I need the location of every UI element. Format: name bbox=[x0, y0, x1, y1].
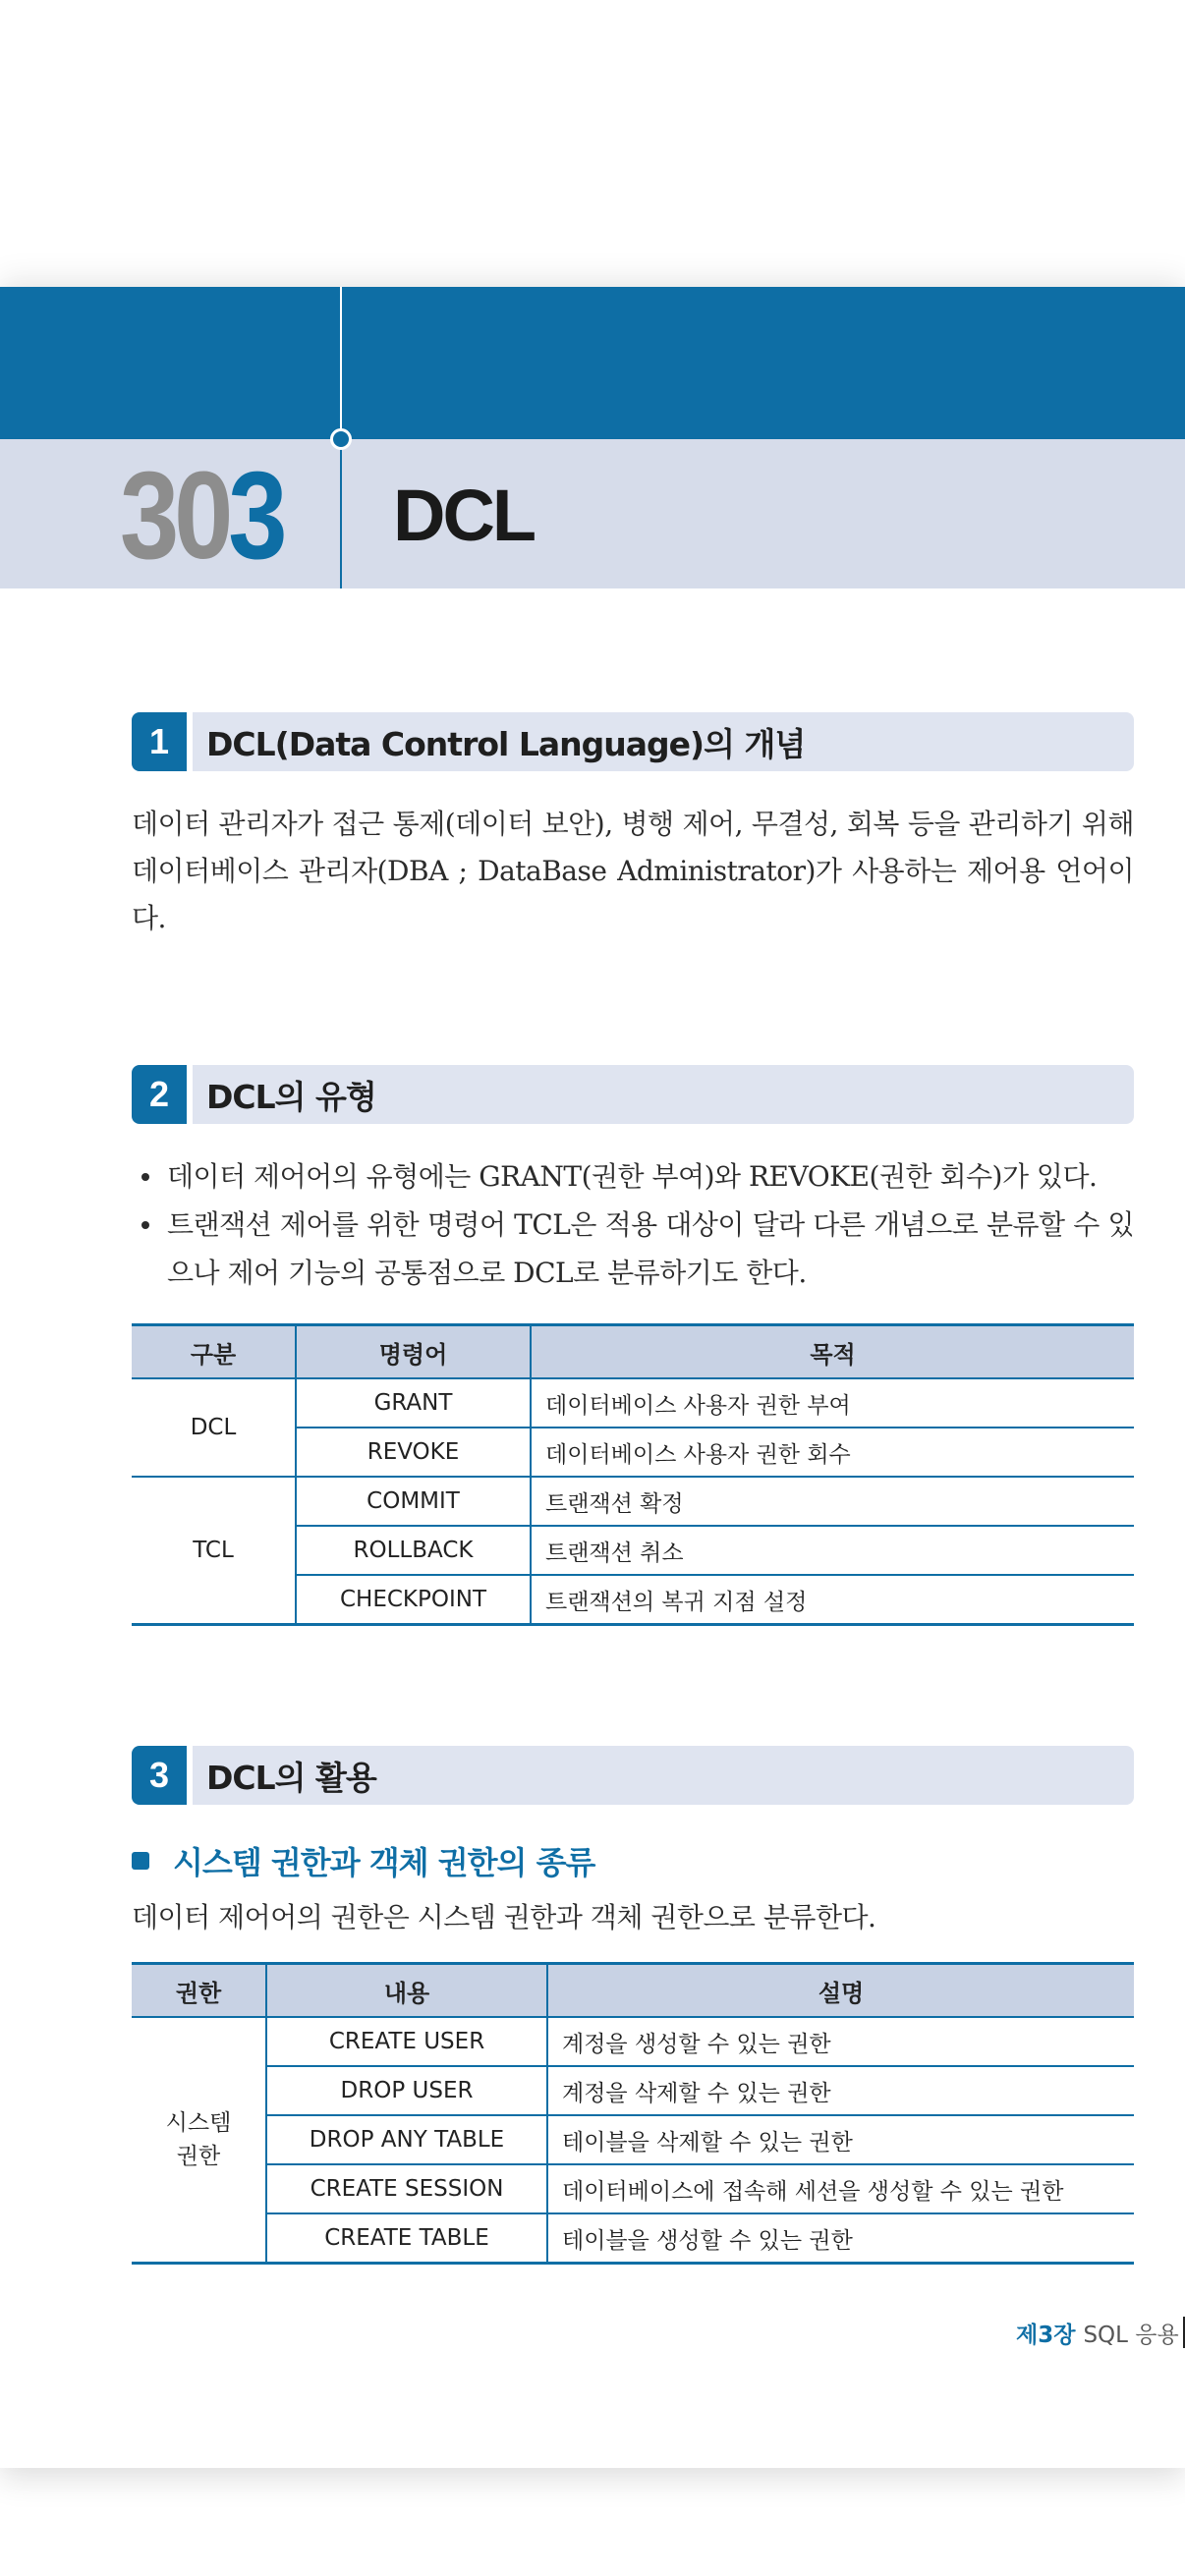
table-header-row bbox=[132, 1325, 1134, 1379]
table-header-row bbox=[132, 1964, 1134, 2018]
section-1-text: 데이터 관리자가 접근 통제(데이터 보안), 병행 제어, 무결성, 회복 등을 관리하기 위해 데이터베이스 관리자(DBA ; DataBase Administrator)가 사용하는 제어용 언어이다. bbox=[132, 808, 1134, 934]
command-cell: DROP USER bbox=[266, 2066, 547, 2115]
table-row bbox=[132, 2213, 1134, 2264]
purpose-cell: 데이터베이스 사용자 권한 부여 bbox=[531, 1378, 1134, 1428]
header-divider-dot bbox=[330, 428, 352, 450]
section-2-header bbox=[132, 1065, 1134, 1124]
section-1-number: 1 bbox=[132, 712, 187, 771]
table-row bbox=[132, 2066, 1134, 2115]
privilege-table bbox=[132, 1962, 1134, 2265]
section-3-header bbox=[132, 1746, 1134, 1805]
bullet-item: 트랜잭션 제어를 위한 명령어 TCL은 적용 대상이 달라 다른 개념으로 분류할 수 있으나 제어 기능의 공통점으로 DCL로 분류하기도 한다. bbox=[132, 1201, 1134, 1297]
chapter-title: DCL bbox=[393, 474, 535, 556]
section-3-number: 3 bbox=[132, 1746, 187, 1805]
column-header: 구분 bbox=[132, 1325, 296, 1379]
group-label-line2: 권한 bbox=[176, 2144, 221, 2169]
subheading-text: 시스템 권한과 객체 권한의 종류 bbox=[173, 1844, 595, 1881]
dcl-type-table bbox=[132, 1323, 1134, 1626]
command-cell: CHECKPOINT bbox=[296, 1575, 531, 1625]
chapter-number-blue: 3 bbox=[228, 445, 283, 585]
description-cell: 계정을 생성할 수 있는 권한 bbox=[547, 2017, 1134, 2066]
section-3-subheading bbox=[132, 1839, 594, 1882]
book-page bbox=[0, 287, 1185, 2468]
group-cell: DCL bbox=[132, 1378, 296, 1477]
header-divider-line-lower bbox=[340, 439, 342, 588]
purpose-cell: 트랜잭션 확정 bbox=[531, 1477, 1134, 1526]
column-header: 내용 bbox=[266, 1964, 547, 2018]
bullet-item: 데이터 제어어의 유형에는 GRANT(권한 부여)와 REVOKE(권한 회수)가 있다. bbox=[132, 1152, 1134, 1201]
section-2-number: 2 bbox=[132, 1065, 187, 1124]
section-3-text: 데이터 제어어의 권한은 시스템 권한과 객체 권한으로 분류한다. bbox=[132, 1901, 876, 1933]
command-cell: ROLLBACK bbox=[296, 1526, 531, 1575]
purpose-cell: 트랜잭션의 복귀 지점 설정 bbox=[531, 1575, 1134, 1625]
command-cell: DROP ANY TABLE bbox=[266, 2115, 547, 2164]
group-label-line1: 시스템 bbox=[165, 2110, 232, 2136]
table-row bbox=[132, 2115, 1134, 2164]
group-cell: TCL bbox=[132, 1477, 296, 1625]
section-2-title: DCL의 유형 bbox=[206, 1077, 376, 1116]
footer-chapter-label: 제3장 bbox=[1016, 2322, 1076, 2348]
description-cell: 계정을 삭제할 수 있는 권한 bbox=[547, 2066, 1134, 2115]
command-cell: REVOKE bbox=[296, 1428, 531, 1477]
command-cell: GRANT bbox=[296, 1378, 531, 1428]
command-cell: CREATE USER bbox=[266, 2017, 547, 2066]
section-3-title: DCL의 활용 bbox=[206, 1758, 376, 1797]
header-divider-line bbox=[340, 287, 342, 439]
description-cell: 테이블을 삭제할 수 있는 권한 bbox=[547, 2115, 1134, 2164]
section-2-bullet-list bbox=[132, 1152, 1134, 1297]
table-row bbox=[132, 2164, 1134, 2213]
column-header: 권한 bbox=[132, 1964, 266, 2018]
chapter-number bbox=[120, 441, 282, 588]
command-cell: CREATE TABLE bbox=[266, 2213, 547, 2264]
table-row bbox=[132, 1477, 1134, 1526]
command-cell: COMMIT bbox=[296, 1477, 531, 1526]
footer-chapter-name: SQL 응용 bbox=[1083, 2322, 1179, 2348]
section-1-header bbox=[132, 712, 1134, 771]
table-row bbox=[132, 2017, 1134, 2066]
square-bullet-icon bbox=[132, 1852, 149, 1870]
chapter-header-band bbox=[0, 287, 1185, 439]
column-header: 설명 bbox=[547, 1964, 1134, 2018]
chapter-number-gray: 30 bbox=[120, 445, 229, 585]
column-header: 목적 bbox=[531, 1325, 1134, 1379]
section-1-title: DCL(Data Control Language)의 개념 bbox=[206, 724, 806, 763]
table-row bbox=[132, 1378, 1134, 1428]
column-header: 명령어 bbox=[296, 1325, 531, 1379]
purpose-cell: 트랜잭션 취소 bbox=[531, 1526, 1134, 1575]
description-cell: 테이블을 생성할 수 있는 권한 bbox=[547, 2213, 1134, 2264]
description-cell: 데이터베이스에 접속해 세션을 생성할 수 있는 권한 bbox=[547, 2164, 1134, 2213]
purpose-cell: 데이터베이스 사용자 권한 회수 bbox=[531, 1428, 1134, 1477]
group-cell bbox=[132, 2017, 266, 2264]
command-cell: CREATE SESSION bbox=[266, 2164, 547, 2213]
page-footer bbox=[1016, 2315, 1179, 2350]
